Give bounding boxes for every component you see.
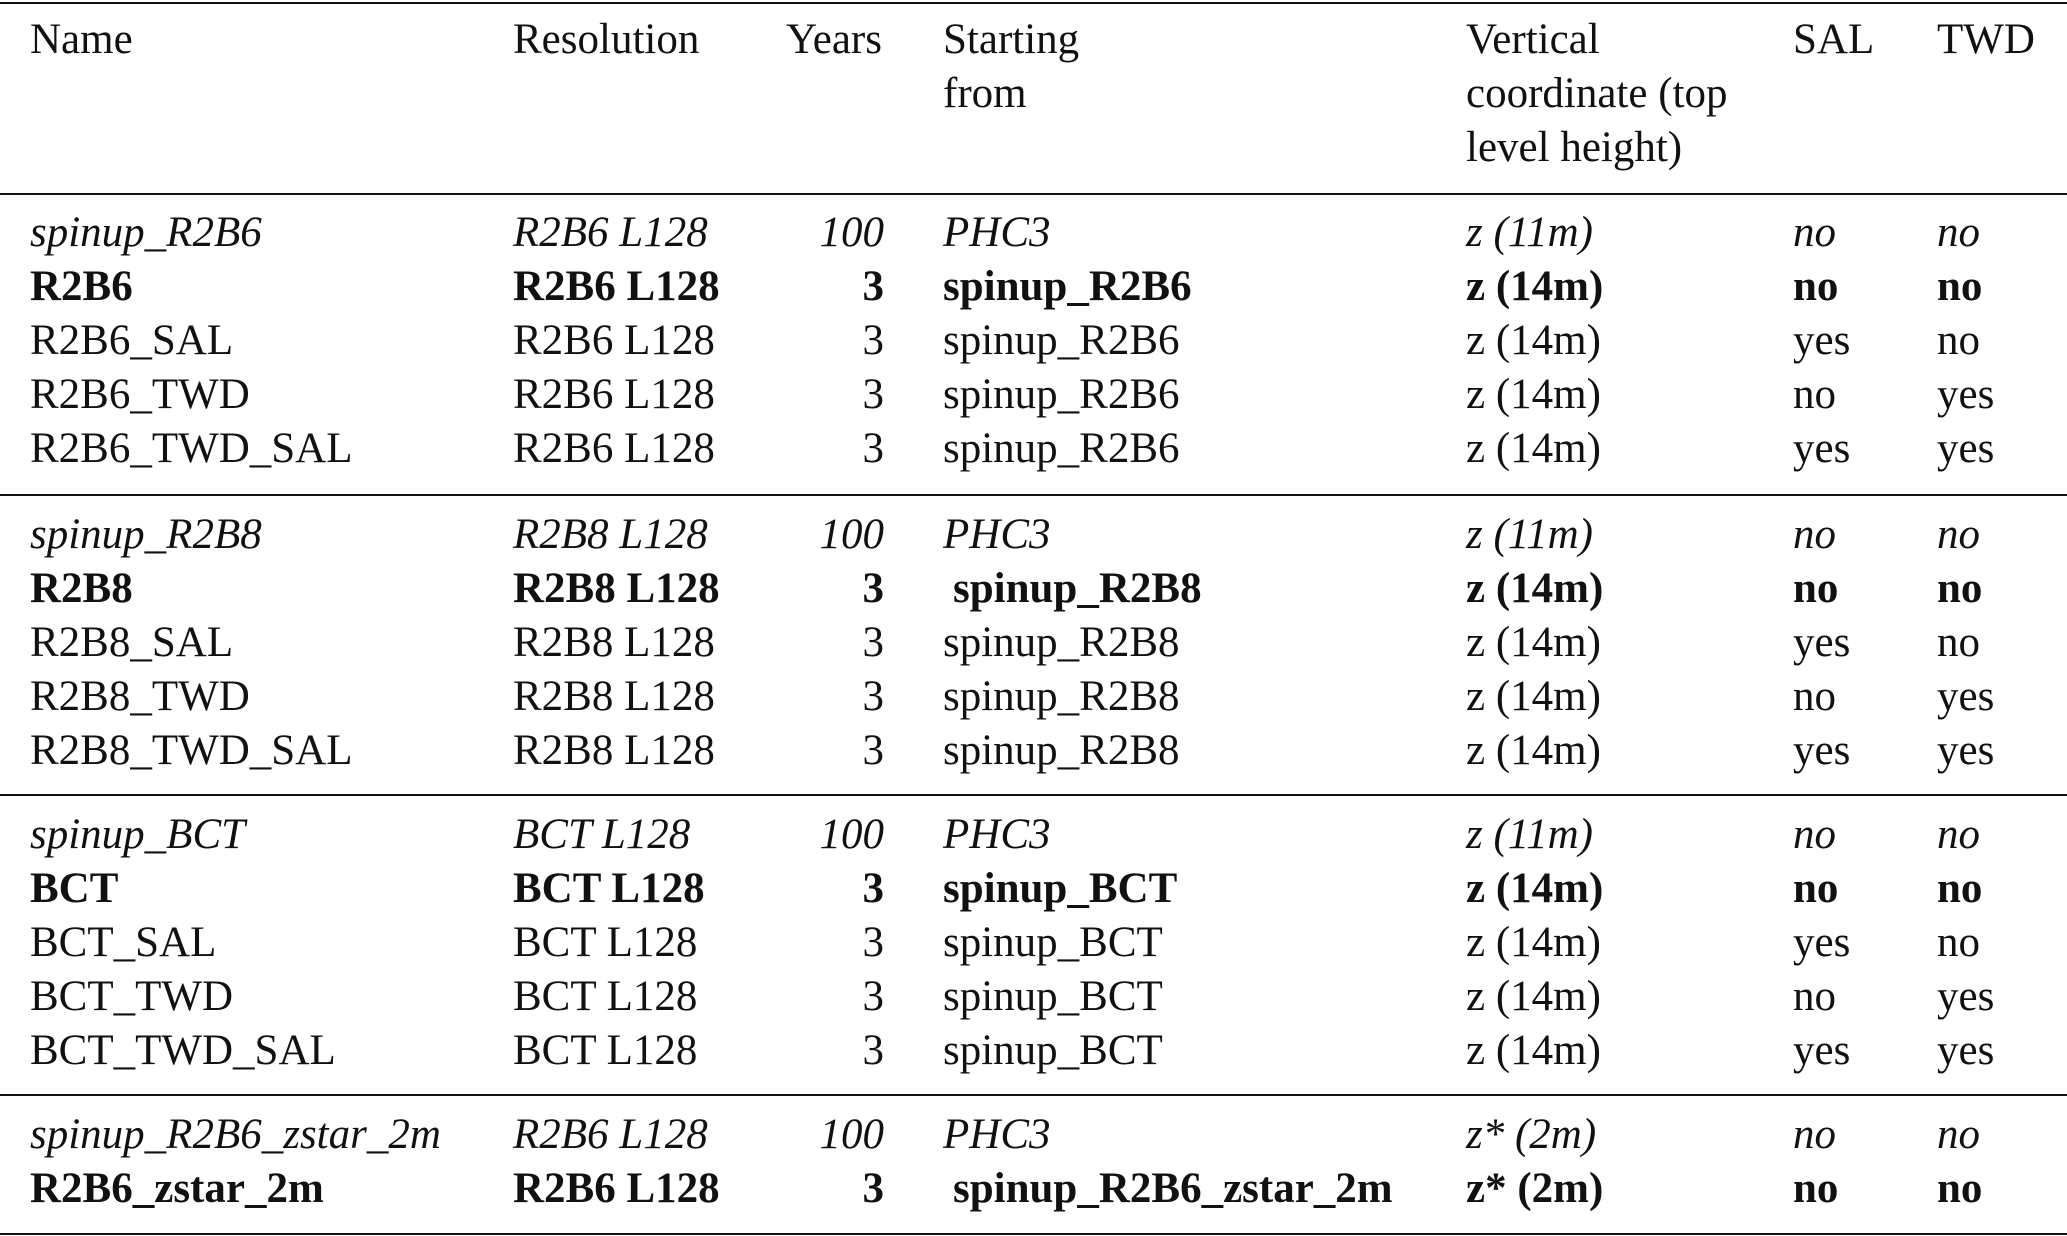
cell-vertical-coordinate: z (14m): [1466, 263, 1604, 310]
cell-sal: no: [1793, 973, 1836, 1020]
cell-years: 3: [862, 371, 884, 418]
table-row: [0, 314, 2067, 368]
cell-name: BCT_TWD_SAL: [30, 1027, 336, 1074]
cell-starting-from: PHC3: [943, 209, 1051, 256]
cell-starting-from: spinup_R2B8: [943, 727, 1180, 774]
header-vertical-line2: coordinate (top: [1466, 70, 1728, 117]
bottom-rule: [0, 1233, 2067, 1235]
header-vertical-line1: Vertical: [1466, 16, 1600, 63]
cell-years: 3: [862, 919, 884, 966]
cell-sal: no: [1793, 565, 1839, 612]
cell-starting-from: PHC3: [943, 511, 1051, 558]
cell-sal: no: [1793, 371, 1836, 418]
cell-twd: no: [1937, 511, 1980, 558]
cell-twd: yes: [1937, 973, 1995, 1020]
cell-resolution: R2B6 L128: [513, 317, 715, 364]
cell-vertical-coordinate: z (14m): [1466, 919, 1601, 966]
table-row: [0, 616, 2067, 670]
table-row: [0, 260, 2067, 314]
cell-vertical-coordinate: z (11m): [1466, 209, 1593, 256]
cell-twd: no: [1937, 1165, 1983, 1212]
table-row: [0, 1024, 2067, 1078]
cell-vertical-coordinate: z (14m): [1466, 673, 1601, 720]
cell-vertical-coordinate: z (14m): [1466, 865, 1604, 912]
cell-resolution: R2B8 L128: [513, 727, 715, 774]
cell-name: R2B8_TWD_SAL: [30, 727, 353, 774]
cell-starting-from: spinup_R2B6: [943, 317, 1180, 364]
cell-twd: yes: [1937, 673, 1995, 720]
cell-years: 3: [862, 317, 884, 364]
cell-vertical-coordinate: z (14m): [1466, 973, 1601, 1020]
cell-starting-from: PHC3: [943, 1111, 1051, 1158]
cell-sal: yes: [1793, 425, 1851, 472]
cell-years: 3: [862, 263, 884, 310]
header-starting-line1: Starting: [943, 16, 1080, 63]
cell-starting-from: spinup_BCT: [943, 865, 1178, 912]
cell-twd: no: [1937, 209, 1980, 256]
table-row: [0, 422, 2067, 476]
cell-starting-from: spinup_R2B8: [953, 565, 1202, 612]
cell-resolution: BCT L128: [513, 973, 698, 1020]
header-name: Name: [30, 16, 133, 63]
cell-twd: no: [1937, 619, 1980, 666]
header-vertical-line3: level height): [1466, 124, 1683, 171]
cell-name: spinup_BCT: [30, 811, 246, 858]
cell-vertical-coordinate: z (11m): [1466, 511, 1593, 558]
cell-name: R2B8: [30, 565, 133, 612]
cell-resolution: BCT L128: [513, 811, 691, 858]
table-row: [0, 808, 2067, 862]
cell-vertical-coordinate: z (14m): [1466, 727, 1601, 774]
cell-starting-from: spinup_R2B6: [943, 425, 1180, 472]
cell-name: R2B6_SAL: [30, 317, 234, 364]
cell-sal: no: [1793, 1165, 1839, 1212]
table-row: [0, 970, 2067, 1024]
cell-resolution: R2B8 L128: [513, 511, 708, 558]
group-separator-rule: [0, 494, 2067, 496]
cell-resolution: R2B6 L128: [513, 1165, 720, 1212]
cell-years: 3: [862, 673, 884, 720]
cell-name: spinup_R2B8: [30, 511, 262, 558]
cell-starting-from: spinup_R2B8: [943, 619, 1180, 666]
top-rule: [0, 2, 2067, 4]
header-sal: SAL: [1793, 16, 1875, 63]
cell-starting-from: spinup_R2B8: [943, 673, 1180, 720]
cell-starting-from: spinup_R2B6: [943, 263, 1192, 310]
cell-sal: no: [1793, 673, 1836, 720]
cell-starting-from: PHC3: [943, 811, 1051, 858]
cell-twd: no: [1937, 1111, 1980, 1158]
cell-twd: yes: [1937, 371, 1995, 418]
table-row: [0, 206, 2067, 260]
table-row: [0, 1108, 2067, 1162]
cell-sal: no: [1793, 511, 1836, 558]
cell-vertical-coordinate: z (14m): [1466, 619, 1601, 666]
cell-resolution: BCT L128: [513, 919, 698, 966]
cell-sal: no: [1793, 1111, 1836, 1158]
cell-twd: yes: [1937, 1027, 1995, 1074]
cell-resolution: R2B8 L128: [513, 565, 720, 612]
cell-sal: yes: [1793, 317, 1851, 364]
table-row: [0, 368, 2067, 422]
cell-twd: no: [1937, 317, 1980, 364]
cell-sal: yes: [1793, 619, 1851, 666]
cell-resolution: R2B6 L128: [513, 371, 715, 418]
cell-sal: yes: [1793, 727, 1851, 774]
cell-vertical-coordinate: z (14m): [1466, 1027, 1601, 1074]
group-separator-rule: [0, 1094, 2067, 1096]
cell-name: BCT_TWD: [30, 973, 234, 1020]
header-starting-line2: from: [943, 70, 1027, 117]
cell-name: R2B8_SAL: [30, 619, 234, 666]
cell-years: 3: [862, 1027, 884, 1074]
cell-twd: no: [1937, 865, 1983, 912]
cell-years: 3: [862, 973, 884, 1020]
cell-name: R2B6_TWD: [30, 371, 250, 418]
cell-name: spinup_R2B6: [30, 209, 262, 256]
cell-starting-from: spinup_BCT: [943, 1027, 1163, 1074]
cell-starting-from: spinup_BCT: [943, 973, 1163, 1020]
cell-years: 3: [862, 1165, 884, 1212]
cell-name: R2B6_zstar_2m: [30, 1165, 324, 1212]
table-row: [0, 670, 2067, 724]
cell-twd: yes: [1937, 727, 1995, 774]
cell-sal: yes: [1793, 1027, 1851, 1074]
cell-resolution: R2B8 L128: [513, 673, 715, 720]
cell-starting-from: spinup_R2B6: [943, 371, 1180, 418]
cell-sal: no: [1793, 263, 1839, 310]
cell-vertical-coordinate: z (14m): [1466, 565, 1604, 612]
cell-twd: no: [1937, 919, 1980, 966]
cell-years: 100: [819, 209, 884, 256]
cell-starting-from: spinup_R2B6_zstar_2m: [953, 1165, 1393, 1212]
cell-name: spinup_R2B6_zstar_2m: [30, 1111, 441, 1158]
table-row: [0, 862, 2067, 916]
cell-twd: no: [1937, 263, 1983, 310]
table-row: [0, 508, 2067, 562]
cell-years: 3: [862, 425, 884, 472]
cell-resolution: R2B6 L128: [513, 425, 715, 472]
cell-years: 100: [819, 1111, 884, 1158]
cell-years: 3: [862, 619, 884, 666]
table-row: [0, 916, 2067, 970]
cell-sal: no: [1793, 811, 1836, 858]
cell-resolution: R2B6 L128: [513, 1111, 708, 1158]
cell-vertical-coordinate: z (14m): [1466, 317, 1601, 364]
cell-starting-from: spinup_BCT: [943, 919, 1163, 966]
cell-sal: yes: [1793, 919, 1851, 966]
table-row: [0, 562, 2067, 616]
cell-resolution: R2B8 L128: [513, 619, 715, 666]
group-separator-rule: [0, 794, 2067, 796]
cell-name: R2B8_TWD: [30, 673, 250, 720]
cell-years: 3: [862, 727, 884, 774]
header-twd: TWD: [1937, 16, 2035, 63]
cell-vertical-coordinate: z (14m): [1466, 371, 1601, 418]
table-row: [0, 724, 2067, 778]
cell-years: 3: [862, 565, 884, 612]
header-years: Years: [786, 16, 882, 63]
cell-vertical-coordinate: z* (2m): [1466, 1111, 1597, 1158]
cell-resolution: R2B6 L128: [513, 209, 708, 256]
cell-years: 3: [862, 865, 884, 912]
cell-twd: yes: [1937, 425, 1995, 472]
cell-name: BCT: [30, 865, 119, 912]
cell-name: R2B6: [30, 263, 133, 310]
header-resolution: Resolution: [513, 16, 700, 63]
cell-twd: no: [1937, 811, 1980, 858]
cell-years: 100: [819, 811, 884, 858]
cell-vertical-coordinate: z (11m): [1466, 811, 1593, 858]
cell-name: R2B6_TWD_SAL: [30, 425, 353, 472]
cell-resolution: R2B6 L128: [513, 263, 720, 310]
cell-years: 100: [819, 511, 884, 558]
cell-name: BCT_SAL: [30, 919, 217, 966]
header-rule: [0, 193, 2067, 195]
cell-vertical-coordinate: z (14m): [1466, 425, 1601, 472]
cell-vertical-coordinate: z* (2m): [1466, 1165, 1604, 1212]
cell-resolution: BCT L128: [513, 865, 705, 912]
cell-sal: no: [1793, 209, 1836, 256]
cell-resolution: BCT L128: [513, 1027, 698, 1074]
cell-twd: no: [1937, 565, 1983, 612]
cell-sal: no: [1793, 865, 1839, 912]
table-row: [0, 1162, 2067, 1216]
